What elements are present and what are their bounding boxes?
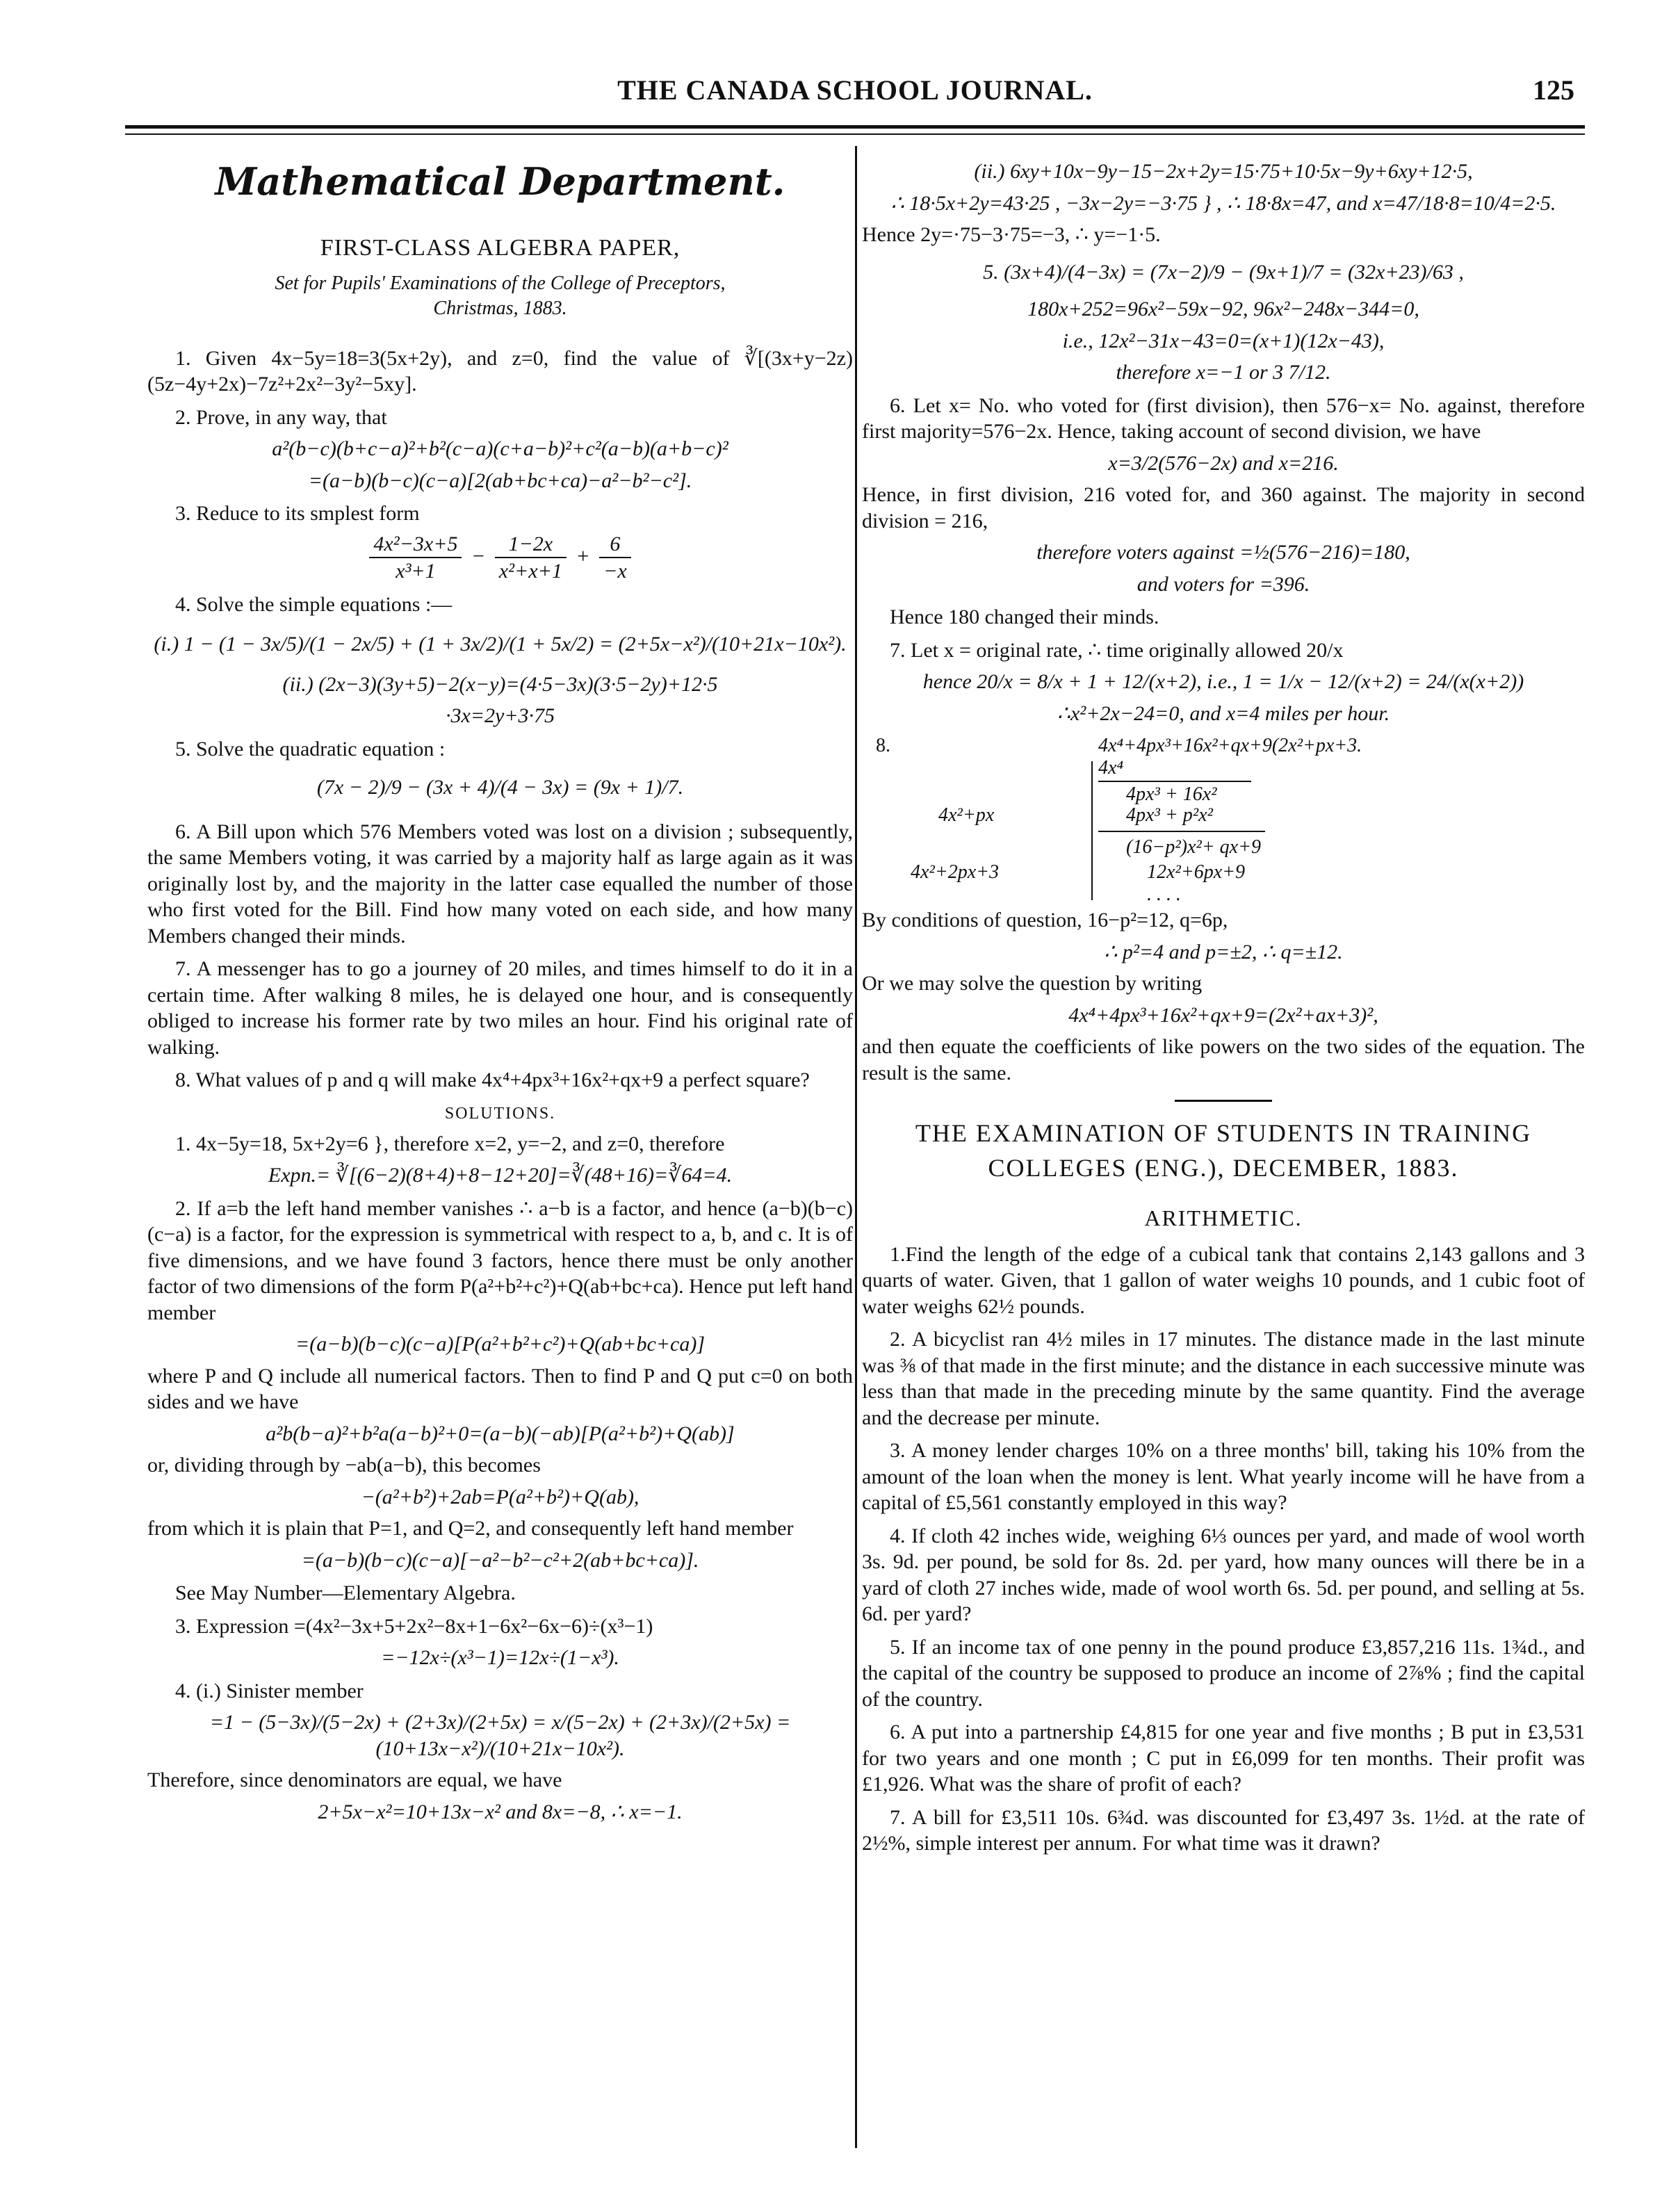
solution-2-eq-2: a²b(b−a)²+b²a(a−b)²+0=(a−b)(−ab)[P(a²+b²)+Q(ab)] [266, 1422, 735, 1445]
header-rule [125, 125, 1585, 129]
right-line-15: hence 20/x = 8/x + 1 + 12/(x+2), i.e., 1 = 1/x − 12/(x+2) = 24/(x(x+2)) [922, 670, 1524, 693]
section-divider [1175, 1100, 1272, 1102]
right-line-10: Hence, in first division, 216 voted for, and 360 against. The majority in second division = 216, [862, 483, 1585, 532]
paper-subtitle [147, 271, 853, 322]
solution-2-c: or, dividing through by −ab(a−b), this becomes [147, 1454, 541, 1477]
right-line-3: Hence 2y=·75−3·75=−3, ∴ y=−1·5. [862, 223, 1161, 246]
question-4-part-i: (i.) 1 − (1 − 3x/5)/(1 − 2x/5) + (1 + 3x/2)/(1 + 5x/2) = (2+5x−x²)/(10+21x−10x²). [154, 633, 847, 656]
right-line-14: 7. Let x = original rate, ∴ time originally allowed 20/x [890, 638, 1344, 662]
right-line-21: 4x⁴+4px³+16x²+qx+9=(2x²+ax+3)², [1068, 1003, 1378, 1027]
right-line-5: 180x+252=96x²−59x−92, 96x²−248x−344=0, [1027, 298, 1419, 320]
numerator: 1−2x [495, 531, 567, 559]
right-line-4: 5. (3x+4)/(4−3x) = (7x−2)/9 − (9x+1)/7 = (32x+23)/63 , [983, 260, 1464, 284]
working-vertical-rule [1091, 761, 1093, 900]
working-label: 8. [876, 735, 890, 756]
paper-title: FIRST-CLASS ALGEBRA PAPER, [320, 234, 681, 261]
right-line-22: and then equate the coefficients of like powers on the two sides of the equation. The result is the same. [862, 1035, 1585, 1084]
department-title: Mathematical Department. [215, 159, 785, 204]
right-line-1: (ii.) 6xy+10x−9y−15−2x+2y=15·75+10·5x−9y+6xy+12·5, [974, 160, 1473, 183]
solution-4-b: =1 − (5−3x)/(5−2x) + (2+3x)/(2+5x) = x/(5−2x) + (2+3x)/(2+5x) = (10+13x−x²)/(10+21x−10x²). [209, 1711, 791, 1760]
solution-4-a: 4. (i.) Sinister member [175, 1679, 364, 1702]
exam-heading-line-1: THE EXAMINATION OF STUDENTS IN TRAINING [915, 1119, 1532, 1147]
question-3-expression: $\frac{\text{4x²−3x+5}}{\text{x³+1}}$ − $\frac{1-2x}{\text{x²+x+1}}$ + $\frac{6}{-x}$ [147, 531, 853, 585]
solution-4-d: 2+5x−x²=10+13x−x² and 8x=−8, ∴ x=−1. [318, 1800, 683, 1823]
fraction [599, 531, 631, 585]
right-line-11: therefore voters against =½(576−216)=180, [1036, 541, 1410, 564]
solution-3-b: =−12x÷(x³−1)=12x÷(1−x³). [381, 1646, 619, 1670]
journal-title: THE CANADA SCHOOL JOURNAL. [617, 74, 1093, 106]
question-4-part-ii-a: (ii.) (2x−3)(3y+5)−2(x−y)=(4·5−3x)(3·5−2y)+12·5 [282, 672, 718, 696]
solution-2-d: from which it is plain that P=1, and Q=2, and consequently left hand member [147, 1517, 794, 1540]
paper-subtitle-line-1: Set for Pupils' Examinations of the College of Preceptors, [275, 273, 726, 294]
arithmetic-question-3: 3. A money lender charges 10% on a three months' bill, taking his 10% from the amount of the loan when the money is lent. What yearly income will he have from a capital of £5,561 constantly employed in this way? [862, 1439, 1585, 1515]
right-line-6: i.e., 12x²−31x−43=0=(x+1)(12x−43), [1062, 329, 1385, 352]
right-line-20: Or we may solve the question by writing [862, 972, 1203, 995]
working-line-4: 4x²+px [938, 804, 995, 826]
arithmetic-question-1: 1.Find the length of the edge of a cubical tank that contains 2,143 gallons and 3 quarts of water. Given, that 1 gallon of water weighs 10 pounds, and 1 cubic foot of water weighs 62½ pounds. [862, 1242, 1585, 1318]
column-divider [855, 146, 857, 2148]
square-root-working [862, 733, 1585, 905]
right-line-16: ∴x²+2x−24=0, and x=4 miles per hour. [1057, 701, 1390, 725]
right-line-9: x=3/2(576−2x) and x=216. [1108, 451, 1339, 475]
header-rule-thin [125, 133, 1585, 135]
question-5: 5. Solve the quadratic equation : [175, 737, 446, 761]
arithmetic-question-4: 4. If cloth 42 inches wide, weighing 6⅓ ounces per yard, and made of wool worth 3s. 9d. per pound, be sold for 8s. 2d. per yard, how many ounces will there be in a yard of cloth 27 inches wide, made of wool worth 6s. 5d. per pound, and selling at 5s. 6d. per yard? [862, 1524, 1585, 1626]
question-5-equation: (7x − 2)/9 − (3x + 4)/(4 − 3x) = (9x + 1)/7. [316, 776, 684, 799]
working-line-8: 12x²+6px+9 [1147, 861, 1246, 883]
working-line-1: 4x⁴+4px³+16x²+qx+9(2x²+px+3. [1098, 735, 1362, 756]
working-line-5: 4px³ + p²x² [1126, 804, 1213, 826]
arithmetic-heading: ARITHMETIC. [1144, 1205, 1303, 1230]
page-number: 125 [1533, 74, 1574, 106]
question-6: 6. A Bill upon which 576 Members voted was lost on a division ; subsequently, the same Members voting, it was carried by a majority half as large again as it was originally lost by, and the majority in the latter case equalled the number of those who first voted for the Bill. Find how many voted on each side, and how many Members changed their minds. [147, 820, 853, 948]
exam-heading [862, 1116, 1585, 1186]
question-4-part-ii-b: ·3x=2y+3·75 [445, 704, 555, 728]
question-4: 4. Solve the simple equations :— [175, 592, 453, 616]
fraction [495, 531, 567, 585]
numerator: 4x²−3x+5 [369, 531, 462, 559]
question-7: 7. A messenger has to go a journey of 20 miles, and times himself to do it in a certain time. After walking 8 miles, he is delayed one hour, and is consequently obliged to increase his former rate by two miles an hour. Find his original rate of walking. [147, 957, 853, 1059]
arithmetic-question-2: 2. A bicyclist ran 4½ miles in 17 minutes. The distance made in the last minute was ⅜ of that made in the first minute; and the distance in each successive minute was less than that made in the preceding minute by the same quantity. Find the average and the decrease per minute. [862, 1328, 1585, 1429]
question-8: 8. What values of p and q will make 4x⁴+4px³+16x²+qx+9 a perfect square? [175, 1068, 810, 1092]
working-line-7: 4x²+2px+3 [911, 861, 1000, 883]
solution-2-eq-1: =(a−b)(b−c)(c−a)[P(a²+b²+c²)+Q(ab+bc+ca)] [295, 1333, 705, 1356]
right-line-18: By conditions of question, 16−p²=12, q=6p, [862, 909, 1228, 932]
fraction [369, 531, 462, 585]
solution-3-a: 3. Expression =(4x²−3x+5+2x²−8x+1−6x²−6x−6)÷(x³−1) [175, 1614, 653, 1638]
page-header [125, 68, 1585, 117]
question-2: 2. Prove, in any way, that [175, 405, 387, 429]
solution-2-eq-4: =(a−b)(b−c)(c−a)[−a²−b²−c²+2(ab+bc+ca)]. [301, 1548, 699, 1572]
arithmetic-question-5: 5. If an income tax of one penny in the pound produce £3,857,216 11s. 1¾d., and the capital of the country be supposed to produce an income of 2⅞% ; find the capital of the country. [862, 1635, 1585, 1711]
question-1: 1. Given 4x−5y=18=3(5x+2y), and z=0, find the value of ∛[(3x+y−2z) (5z−4y+2x)−7z²+2x²−3y²−5xy]. [147, 346, 853, 396]
solution-2-e: See May Number—Elementary Algebra. [175, 1581, 516, 1605]
solution-2-eq-3: −(a²+b²)+2ab=P(a²+b²)+Q(ab), [361, 1485, 640, 1508]
working-rule [1098, 831, 1265, 832]
solutions-heading: SOLUTIONS. [444, 1104, 556, 1123]
working-line-6: (16−p²)x²+ qx+9 [1126, 836, 1261, 858]
right-line-8: 6. Let x= No. who voted for (first division), then 576−x= No. against, therefore first majority=576−2x. Hence, taking account of second division, we have [862, 393, 1585, 443]
paper-subtitle-line-2: Christmas, 1883. [433, 298, 567, 320]
numerator: 6 [599, 531, 631, 559]
right-line-13: Hence 180 changed their minds. [890, 605, 1159, 628]
working-line-2: 4x⁴ [1098, 757, 1124, 779]
solution-4-c: Therefore, since denominators are equal, we have [147, 1768, 562, 1792]
solution-1-a: 1. 4x−5y=18, 5x+2y=6 }, therefore x=2, y=−2, and z=0, therefore [175, 1132, 725, 1155]
right-line-7: therefore x=−1 or 3 7/12. [1116, 361, 1331, 384]
right-line-12: and voters for =396. [1137, 572, 1310, 596]
arithmetic-question-7: 7. A bill for £3,511 10s. 6¾d. was discounted for £3,497 3s. 1½d. at the rate of 2½%, simple interest per annum. For what time was it drawn? [862, 1805, 1585, 1855]
right-line-2: ∴ 18·5x+2y=43·25 , −3x−2y=−3·75 } , ∴ 18·8x=47, and x=47/18·8=10/4=2·5. [890, 191, 1556, 215]
question-2-equation-a: a²(b−c)(b+c−a)²+b²(c−a)(c+a−b)²+c²(a−b)(a+b−c)² [272, 437, 728, 461]
exam-heading-line-2: COLLEGES (ENG.), DECEMBER, 1883. [988, 1154, 1459, 1182]
right-column [862, 153, 1585, 1860]
denominator: x³+1 [396, 560, 436, 583]
solution-2: 2. If a=b the left hand member vanishes ∴ a−b is a factor, and hence (a−b)(b−c)(c−a) is a factor, for the expression is symmetrical with respect to a, b, and c. It is of five dimensions, and we have found 3 factors, hence there must be only another factor of two dimensions of the form P(a²+b²+c²)+Q(ab+bc+ca). Hence put left hand member [147, 1196, 853, 1324]
working-line-9: . . . . [1147, 884, 1181, 905]
solution-1-b: Expn.= ∛[(6−2)(8+4)+8−12+20]=∛(48+16)=∛64=4. [268, 1164, 733, 1187]
denominator: −x [603, 560, 627, 583]
right-line-19: ∴ p²=4 and p=±2, ∴ q=±12. [1104, 940, 1343, 963]
solution-2-b: where P and Q include all numerical factors. Then to find P and Q put c=0 on both sides and we have [147, 1364, 853, 1414]
question-2-equation-b: =(a−b)(b−c)(c−a)[2(ab+bc+ca)−a²−b²−c²]. [308, 469, 692, 492]
left-column [147, 153, 853, 1830]
question-3: 3. Reduce to its smplest form [175, 502, 420, 526]
working-line-3: 4px³ + 16x² [1126, 783, 1217, 805]
denominator: x²+x+1 [498, 560, 562, 583]
arithmetic-question-6: 6. A put into a partnership £4,815 for one year and five months ; B put in £3,531 for two years and one month ; C put in £6,099 for ten months. Their profit was £1,926. What was the share of profit of each? [862, 1721, 1585, 1796]
